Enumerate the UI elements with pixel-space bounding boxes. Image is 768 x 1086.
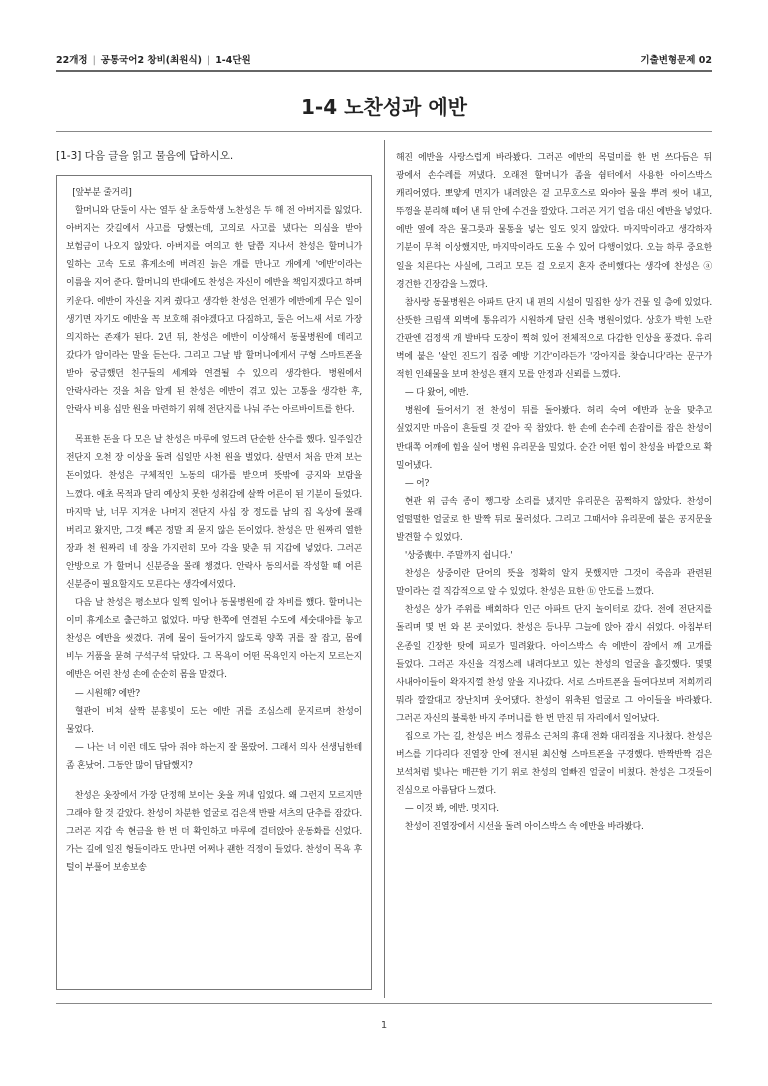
passage-paragraph: [앞부분 줄거리]	[72, 188, 132, 198]
page-header	[56, 50, 712, 70]
left-column	[56, 148, 372, 990]
header-unit: 1-4단원	[215, 55, 251, 66]
passage-paragraph: 혈관이 비쳐 살짝 분홍빛이 도는 에반 귀를 조심스레 문지르며 찬성이 물었다.	[66, 706, 362, 735]
header-edition: 22개정	[56, 55, 88, 66]
passage-paragraph: 목표한 돈을 다 모은 날 찬성은 마루에 엎드려 단순한 산수를 했다. 일주일간 전단지 오천 장 이상을 돌려 십일만 사천 원을 벌었다. 살면서 처음 만져 보는 돈이었다. 찬성은 구체적인 노동의 대가를 받으며 뜻밖에 긍지와 보람을 느꼈다. 애초 목적과 달리 예상치 못한 성취감에 살짝 어른이 된 기분이 들었다. 마지막 날, 너무 지겨운 나머지 전단지 사십 장 정도를 남의 집 옥상에 몰래 버리고 왔지만, 그것 빼곤 정말 죄 묻지 않은 돈이었다. 찬성은 만 원짜리 열한 장과 천 원짜리 네 장을 가지런히 모아 각을 맞춘 뒤 지갑에 넣었다. 그러곤 안방으로 가 할머니 신분증을 몰래 챙겼다. 안락사 동의서를 작성할 때 어른 신분증이 필요할지도 모른다는 생각에서였다.	[66, 435, 362, 590]
footer-rule	[56, 1003, 712, 1004]
passage-box	[56, 175, 372, 990]
passage-paragraph: 찬성이 진열장에서 시선을 돌려 아이스박스 속 에반을 바라봤다.	[404, 822, 644, 833]
passage-dialog: — 어?	[404, 478, 430, 489]
header-rule	[56, 70, 712, 72]
passage-paragraph: 집으로 가는 길, 찬성은 버스 정류소 근처의 휴대 전화 대리점을 지나쳤다. 찬성은 버스를 기다리다 진열장 안에 전시된 최신형 스마트폰을 구경했다. 반짝반짝 검은 보석처럼 빛나는 매끈한 기기 위로 찬성의 얼빠진 얼굴이 비쳤다. 찬성은 그것들이 진심으로 아름답다 느꼈다.	[396, 732, 712, 797]
title-rule	[56, 131, 712, 132]
passage-paragraph: 찬성은 옷장에서 가장 단정해 보이는 옷을 꺼내 입었다. 왜 그런지 모르지만 그래야 할 것 같았다. 찬성이 차분한 얼굴로 검은색 반팔 셔츠의 단추를 잠갔다. 그러곤 지갑 속 현금을 한 번 더 확인하고 마루에 걸터앉아 운동화를 신었다. 가는 길에 일진 형들이라도 만나면 어쩌나 괜한 걱정이 들었다. 찬성이 목욕 후 털이 부풀어 보송보송	[66, 791, 362, 874]
passage-paragraph: 병원에 들어서기 전 찬성이 뒤를 돌아봤다. 허리 숙여 에반과 눈을 맞추고 싶었지만 마음이 흔들릴 것 같아 꾹 참았다. 한 손에 손수레 손잡이를 잡은 찬성이 반대쪽 어깨에 힘을 실어 병원 유리문을 밀었다. 순간 어떤 힘이 찬성을 바깥으로 확 밀어냈다.	[396, 406, 712, 471]
header-course: 공통국어2 창비(최원식)	[100, 55, 202, 66]
passage-paragraph: 현관 위 금속 종이 쨍그랑 소리를 냈지만 유리문은 꿈쩍하지 않았다. 찬성이 얼떨떨한 얼굴로 한 발짝 뒤로 물러섰다. 그리고 그때서야 유리문에 붙은 공지문을 발견할 수 있었다.	[396, 496, 712, 543]
right-column	[396, 149, 712, 989]
passage-paragraph: 다음 날 찬성은 평소보다 일찍 일어나 동물병원에 갈 차비를 했다. 할머니는 이미 휴게소로 출근하고 없었다. 마당 한쪽에 연결된 수도에 세숫대야를 놓고 찬성은 에반을 씻겼다. 귀에 물이 들어가지 않도록 양쪽 귀를 잘 잡고, 몸에 비누 거품을 묻혀 구석구석 닦았다. 그 목욕이 어떤 목욕인지 아는지 모르는지 에반은 어린 찬성 손에 순순히 몸을 맡겼다.	[66, 598, 362, 681]
passage-paragraph: 찬성은 상중이란 단어의 뜻을 정확히 알지 못했지만 그것이 죽음과 관련된 말이라는 걸 직감적으로 알 수 있었다. 찬성은 묘한 ⓑ 안도를 느꼈다.	[396, 569, 712, 598]
passage-notice: '상중喪中. 주말까지 쉽니다.'	[404, 551, 513, 562]
question-instruction: [1-3] 다음 글을 읽고 물음에 답하시오.	[56, 150, 234, 162]
passage-dialog: — 다 왔어, 에반.	[404, 388, 469, 399]
passage-paragraph: 찬성은 상가 주위를 배회하다 인근 아파트 단지 놀이터로 갔다. 전에 전단지를 돌리며 몇 번 와 본 곳이었다. 찬성은 등나무 그늘에 앉아 잠시 쉬었다. 아침부터 온종일 긴장한 탓에 피로가 밀려왔다. 아이스박스 속 에반이 잠에서 깨 고개를 들었다. 그러곤 자신을 걱정스레 내려다보고 있는 찬성의 얼굴을 흘깃했다. 몇몇 사내아이들이 왁자지껄 찬성 앞을 지나갔다. 서로 스마트폰을 들여다보며 저희끼리 뭐라 깔깔대고 장난치며 웃어댔다. 찬성이 위축된 얼굴로 그 아이들을 바라봤다. 그러곤 자신의 불룩한 바지 주머니를 한 번 만진 뒤 자리에서 일어났다.	[396, 605, 712, 724]
header-right-label: 기출변형문제 02	[640, 55, 712, 66]
passage-paragraph: 할머니와 단둘이 사는 열두 살 초등학생 노찬성은 두 해 전 아버지를 잃었다. 아버지는 갓길에서 사고를 당했는데, 고의로 사고를 냈다는 의심을 받아 보험금이 나오지 않았다. 아버지를 여의고 한 달쯤 지나서 찬성은 할머니가 일하는 고속 도로 휴게소에 버려진 늙은 개를 만나고 개에게 '에반'이라는 이름을 지어 준다. 할머니의 반대에도 찬성은 자신이 에반을 책임지겠다고 하며 키운다. 에반이 자신을 지켜 줬다고 생각한 찬성은 언젠가 에반에게 무슨 일이 생기면 자기도 에반을 꼭 보호해 줘야겠다고 다짐하고, 둘은 어느새 서로 가장 의지하는 존재가 된다. 2년 뒤, 찬성은 에반이 이상해서 동물병원에 데리고 갔다가 암이라는 말을 듣는다. 그리고 그날 밤 할머니에게서 구형 스마트폰을 받아 궁금했던 친구들의 세계와 연결될 수 있으리 생각한다. 병원에서 안락사라는 것을 처음 알게 된 찬성은 에반이 겪고 있는 고통을 생각한 후, 안락사 비용 십만 원을 마련하기 위해 전단지를 나눠 주는 아르바이트를 한다.	[66, 206, 362, 416]
header-left: 22개정 | 공통국어2 창비(최원식) | 1-4단원	[56, 55, 251, 66]
page-title: 1-4 노찬성과 에반	[301, 95, 467, 119]
passage-paragraph: 참사랑 동물병원은 아파트 단지 내 편의 시설이 밀집한 상가 건물 일 층에 있었다. 산뜻한 크림색 외벽에 통유리가 시원하게 달린 신축 병원이었다. 상호가 박힌 노란 간판엔 검정색 개 발바닥 도장이 찍혀 있어 전체적으로 다감한 인상을 풍겼다. 유리 벽에 붙은 '살인 진드기 집중 예방 기간'이라든가 '강아지를 찾습니다'라는 문구가 적힌 인쇄물을 보며 찬성은 왠지 모를 안정과 신뢰를 느꼈다.	[396, 297, 712, 381]
page-number: 1	[380, 1020, 388, 1031]
passage-dialog: — 시원해? 에반?	[74, 688, 140, 699]
column-divider	[384, 140, 385, 998]
passage-dialog: — 이것 봐, 에반. 멋지다.	[404, 804, 499, 815]
passage-paragraph: 해진 에반을 사랑스럽게 바라봤다. 그러곤 에반의 목덜미를 한 번 쓰다듬은 뒤 광에서 손수레를 꺼냈다. 오래전 할머니가 좀을 쉼터에서 사용한 아이스박스 캐리어였다. 뽀얗게 먼지가 내려앉은 겉 고무호스로 와야아 물을 뿌려 씻어 내고, 뚜껑을 분리해 떼어 낸 뒤 안에 수건을 깔았다. 그러곤 거기 얼음 대신 에반을 넣었다. 에반 옆에 작은 물그릇과 물통을 넣는 일도 잊지 않았다. 마지막이라고 생각하자 기분이 무척 이상했지만, 마지막이라도 도울 수 있어 다행이었다. 오늘 하루 중요한 일을 치른다는 사실에, 그리고 모든 걸 오로지 혼자 준비했다는 생각에 찬성은 ⓐ 경건한 긴장감을 느꼈다.	[396, 153, 712, 290]
passage-dialog: — 나는 너 이런 데도 닦아 줘야 하는지 잘 몰랐어. 그래서 의사 선생님한테 좀 혼났어. 그동안 많이 답답했지?	[66, 742, 362, 771]
